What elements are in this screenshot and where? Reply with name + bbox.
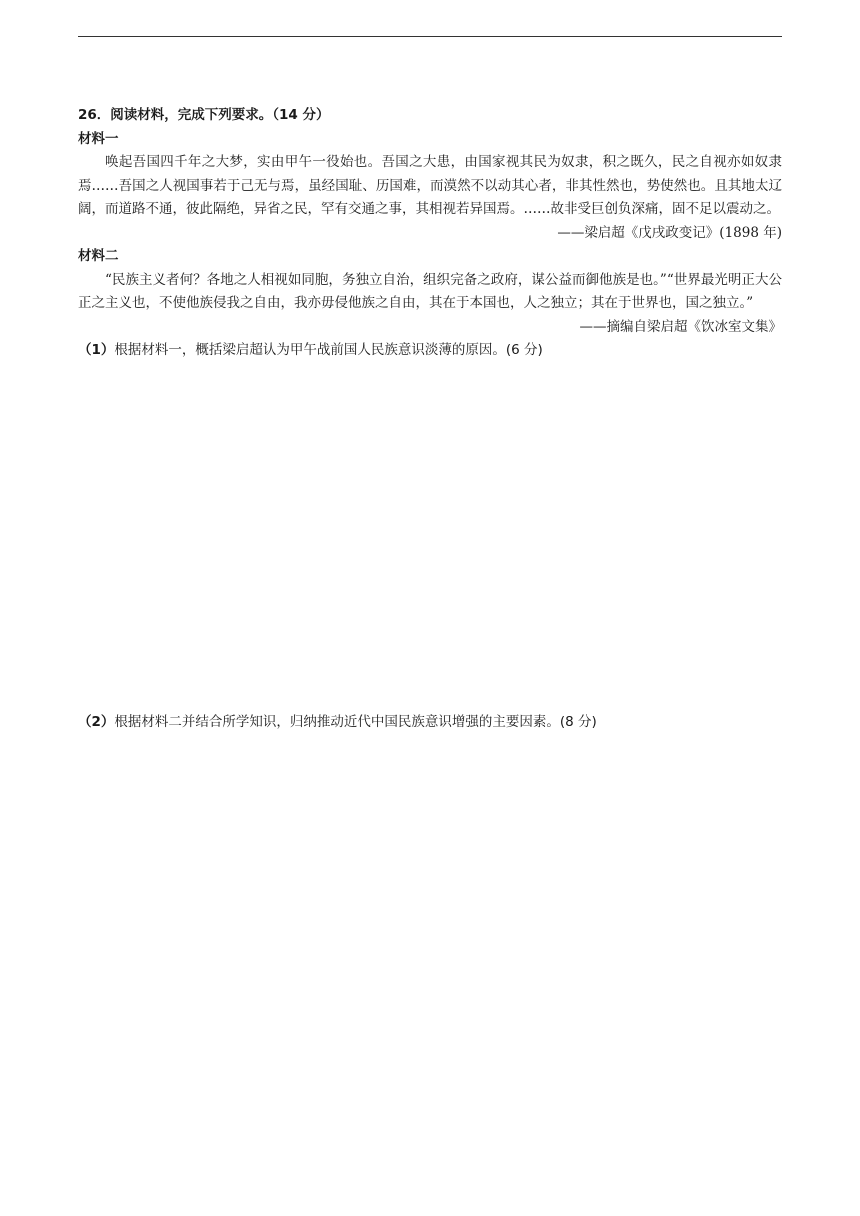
subquestion-1	[78, 339, 782, 363]
material-2-source: ——摘编自梁启超《饮冰室文集》	[579, 318, 782, 335]
subquestion-2-number: （2）	[78, 713, 115, 730]
material-1-text: 唤起吾国四千年之大梦，实由甲午一役始也。吾国之大患，由国家视其民为奴隶，积之既久，民之自视亦如奴隶焉……吾国之人视国事若于己无与焉，虽经国耻、历国难，而漠然不以动其心者，非其性然也，势使然也。且其地太辽阔，而道路不通，彼此隔绝，异省之民，罕有交通之事，其相视若异国焉。……故非受巨创负深痛，固不足以震动之。	[78, 154, 782, 217]
question-title: 26．阅读材料，完成下列要求。（14 分）	[78, 107, 330, 123]
material-1-label: 材料一	[78, 130, 119, 147]
answer-space-1	[78, 363, 782, 711]
subquestion-2	[78, 711, 782, 735]
subquestion-1-number: （1）	[78, 342, 115, 358]
subquestion-2-text: 根据材料二并结合所学知识，归纳推动近代中国民族意识增强的主要因素。(8 分)	[114, 713, 597, 730]
material-2-text: “民族主义者何？各地之人相视如同胞，务独立自治，组织完备之政府，谋公益而御他族是也。”“世界最光明正大公正之主义也，不使他族侵我之自由，我亦毋侵他族之自由，其在于本国也，人之独立；其在于世界也，国之独立。”	[78, 271, 782, 311]
header-rule	[78, 36, 782, 37]
subquestion-1-text: 根据材料一，概括梁启超认为甲午战前国人民族意识淡薄的原因。(6 分)	[114, 342, 543, 358]
material-1-source: ——梁启超《戊戌政变记》(1898 年)	[557, 224, 782, 241]
material-2-label: 材料二	[78, 248, 119, 264]
question-block	[78, 104, 782, 734]
